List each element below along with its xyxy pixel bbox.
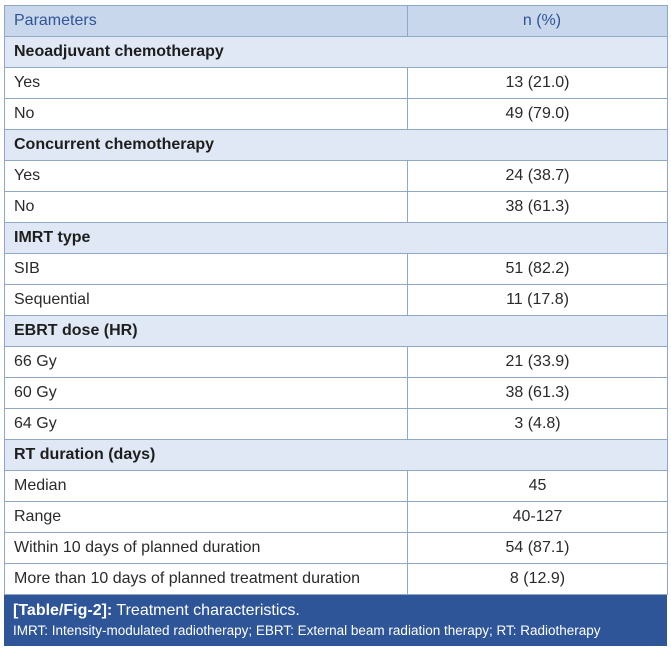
section-row [5,223,668,254]
row-value: 38 (61.3) [408,192,668,223]
section-row [5,130,668,161]
table-row [5,99,668,130]
table-row [5,378,668,409]
row-value: 24 (38.7) [408,161,668,192]
table-caption [4,595,667,646]
row-label: SIB [5,254,408,285]
row-label: More than 10 days of planned treatment duration [5,564,408,595]
table-body [5,37,668,595]
row-value: 21 (33.9) [408,347,668,378]
table-row [5,254,668,285]
row-value: 45 [408,471,668,502]
row-label: Yes [5,161,408,192]
row-label: No [5,192,408,223]
row-value: 40-127 [408,502,668,533]
table-row [5,471,668,502]
section-row [5,37,668,68]
section-label: RT duration (days) [5,440,668,471]
row-label: 60 Gy [5,378,408,409]
table-row [5,192,668,223]
header-parameters: Parameters [5,6,408,37]
table-header-row [5,6,668,37]
section-label: Neoadjuvant chemotherapy [5,37,668,68]
table-row [5,533,668,564]
row-label: Range [5,502,408,533]
table-figure [4,5,667,646]
table-row [5,564,668,595]
row-value: 8 (12.9) [408,564,668,595]
table-row [5,68,668,99]
row-value: 51 (82.2) [408,254,668,285]
section-label: IMRT type [5,223,668,254]
header-n-percent: n (%) [408,6,668,37]
treatment-table [4,5,668,595]
row-value: 13 (21.0) [408,68,668,99]
row-label: Yes [5,68,408,99]
section-label: EBRT dose (HR) [5,316,668,347]
table-row [5,347,668,378]
caption-footnote: IMRT: Intensity-modulated radiotherapy; EBRT: External beam radiation therapy; RT: Radiotherapy [13,623,601,638]
row-value: 3 (4.8) [408,409,668,440]
row-value: 54 (87.1) [408,533,668,564]
table-row [5,502,668,533]
table-row [5,161,668,192]
caption-label: [Table/Fig-2]: [13,602,113,619]
row-label: 66 Gy [5,347,408,378]
row-value: 49 (79.0) [408,99,668,130]
caption-title: Treatment characteristics. [116,602,300,619]
row-value: 11 (17.8) [408,285,668,316]
row-label: Median [5,471,408,502]
row-label: No [5,99,408,130]
row-label: 64 Gy [5,409,408,440]
row-label: Within 10 days of planned duration [5,533,408,564]
section-row [5,316,668,347]
table-row [5,409,668,440]
row-label: Sequential [5,285,408,316]
section-row [5,440,668,471]
table-row [5,285,668,316]
row-value: 38 (61.3) [408,378,668,409]
section-label: Concurrent chemotherapy [5,130,668,161]
